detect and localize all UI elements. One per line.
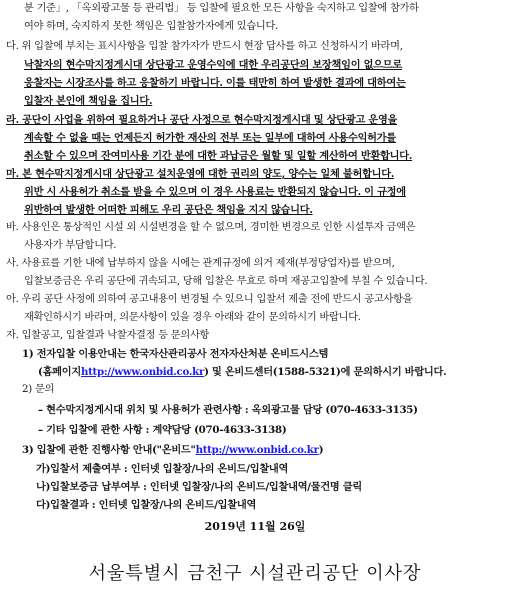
item-ra-line-3: 취소할 수 있으며 잔여미사용 기간 분에 대한 과납금은 월할 및 일할 계산하여 반환합니다. [24, 150, 413, 162]
onbid-link-2[interactable]: http://www.onbid.co.kr [195, 444, 319, 456]
text-line-2: 여야 하며, 숙지하지 못한 책임은 입찰참가자에게 있습니다. [24, 21, 279, 32]
text-line-1: 분 기준」, 「옥외광고물 등 관리법」 등 입찰에 필요한 모든 사항을 숙지하고 입찰에 참가하 [24, 3, 419, 14]
item-ma-line-1: 마. 본 현수막지정게시대 상단광고 설치운영에 대한 권리의 양도, 양수는 일체 불허합니다. [6, 168, 395, 180]
inquiry-3-item-na: 나)입찰보증금 납부여부 : 인터넷 입찰장/나의 온비드/입찰내역/물건명 클릭 [36, 481, 363, 493]
item-ma-line-3: 위반하여 발생한 어떠한 피해도 우리 공단은 책임을 지지 않습니다. [24, 204, 313, 216]
item-ba-line-1: 바. 사용인은 통상적인 시설 외 시설변경을 할 수 없으며, 경미한 변경으로 인한 시설투자 금액은 [6, 222, 416, 233]
inquiry-3-item-da: 다)입찰결과 : 인터넷 입찰장/나의 온비드/입찰내역 [36, 499, 257, 511]
item-ra-line-1: 라. 공단이 사업을 위하여 필요하거나 공단 사정으로 현수막지정게시대 및 상단광고 운영을 [6, 114, 398, 126]
item-sa-line-2: 입찰보증금은 우리 공단에 귀속되고, 당해 입찰은 무효로 하며 재공고입찰에 부칠 수 있습니다. [24, 276, 428, 287]
notice-date: 2019년 11월 26일 [204, 520, 306, 533]
inquiry-2-heading: 2) 문의 [22, 384, 55, 395]
inquiry-3-line-1 [22, 441, 323, 459]
item-da-line-3: 응찰자는 시장조사를 하고 응찰하기 바랍니다. 이를 태만히 하여 발생한 결과에 대하여는 [24, 77, 406, 89]
inquiry-3-item-ga: 가)입찰서 제출여부 : 인터넷 입찰장/나의 온비드/입찰내역 [36, 463, 289, 475]
inquiry-3-prefix: 3) 입찰에 관한 진행사항 안내("온비드" [22, 444, 196, 456]
inquiry-3-suffix: ) [318, 444, 324, 456]
item-a-line-2: 재확인하시기 바라며, 의문사항이 있을 경우 아래와 같이 문의하시기 바랍니다. [24, 312, 361, 323]
onbid-link-1[interactable]: http://www.onbid.co.kr [80, 366, 205, 378]
item-da-line-4: 입찰자 본인에 책임을 집니다. [24, 95, 153, 107]
issuer-signature: 서울특별시 금천구 시설관리공단 이사장 [88, 563, 422, 584]
inquiry-1-suffix: ) 및 온비드센터(1588-5321)에 문의하시기 바랍니다. [204, 366, 447, 378]
item-da-line-1: 다. 위 입찰에 부치는 표시사항을 입찰 참가자가 반드시 현장 답사를 하고 신청하시기 바라며, [6, 41, 403, 52]
inquiry-1-line-2 [38, 363, 446, 381]
item-a-line-1: 아. 우리 공단 사정에 의하여 공고내용이 변경될 수 있으니 입찰서 제출 전에 반드시 공고사항을 [6, 294, 413, 305]
inquiry-1-prefix: (홈페이지 [38, 366, 81, 378]
item-da-line-2: 낙찰자의 현수막지정게시대 상단광고 운영수익에 대한 우리공단의 보장책임이 없으므로 [24, 59, 402, 71]
item-ma-line-2: 위반 시 사용허가 취소를 받을 수 있으며 이 경우 사용료는 반환되지 않습니다. 이 규정에 [24, 186, 406, 198]
item-sa-line-1: 사. 사용료를 기한 내에 납부하지 않을 시에는 관계규정에 의거 제재(부정당업자)를 받으며, [6, 258, 395, 269]
item-ba-line-2: 사용자가 부담합니다. [24, 240, 117, 251]
inquiry-2-banner-contact: – 현수막지정게시대 위치 및 사용허가 관련사항 : 옥외광고물 담당 (070-4633-3135) [38, 404, 418, 416]
item-ra-line-2: 계속할 수 없을 때는 언제든지 허가한 재산의 전부 또는 일부에 대하여 사용수익허가를 [24, 132, 396, 144]
inquiry-1-line-1: 1) 전자입찰 이용안내는 한국자산관리공사 전자자산처분 온비드시스템 [22, 348, 329, 360]
item-ja-heading: 자. 입찰공고, 입찰결과 낙찰자결정 등 문의사항 [6, 330, 210, 341]
inquiry-2-contract-contact: – 기타 입찰에 관한 사항 : 계약담당 (070-4633-3138) [38, 424, 287, 436]
